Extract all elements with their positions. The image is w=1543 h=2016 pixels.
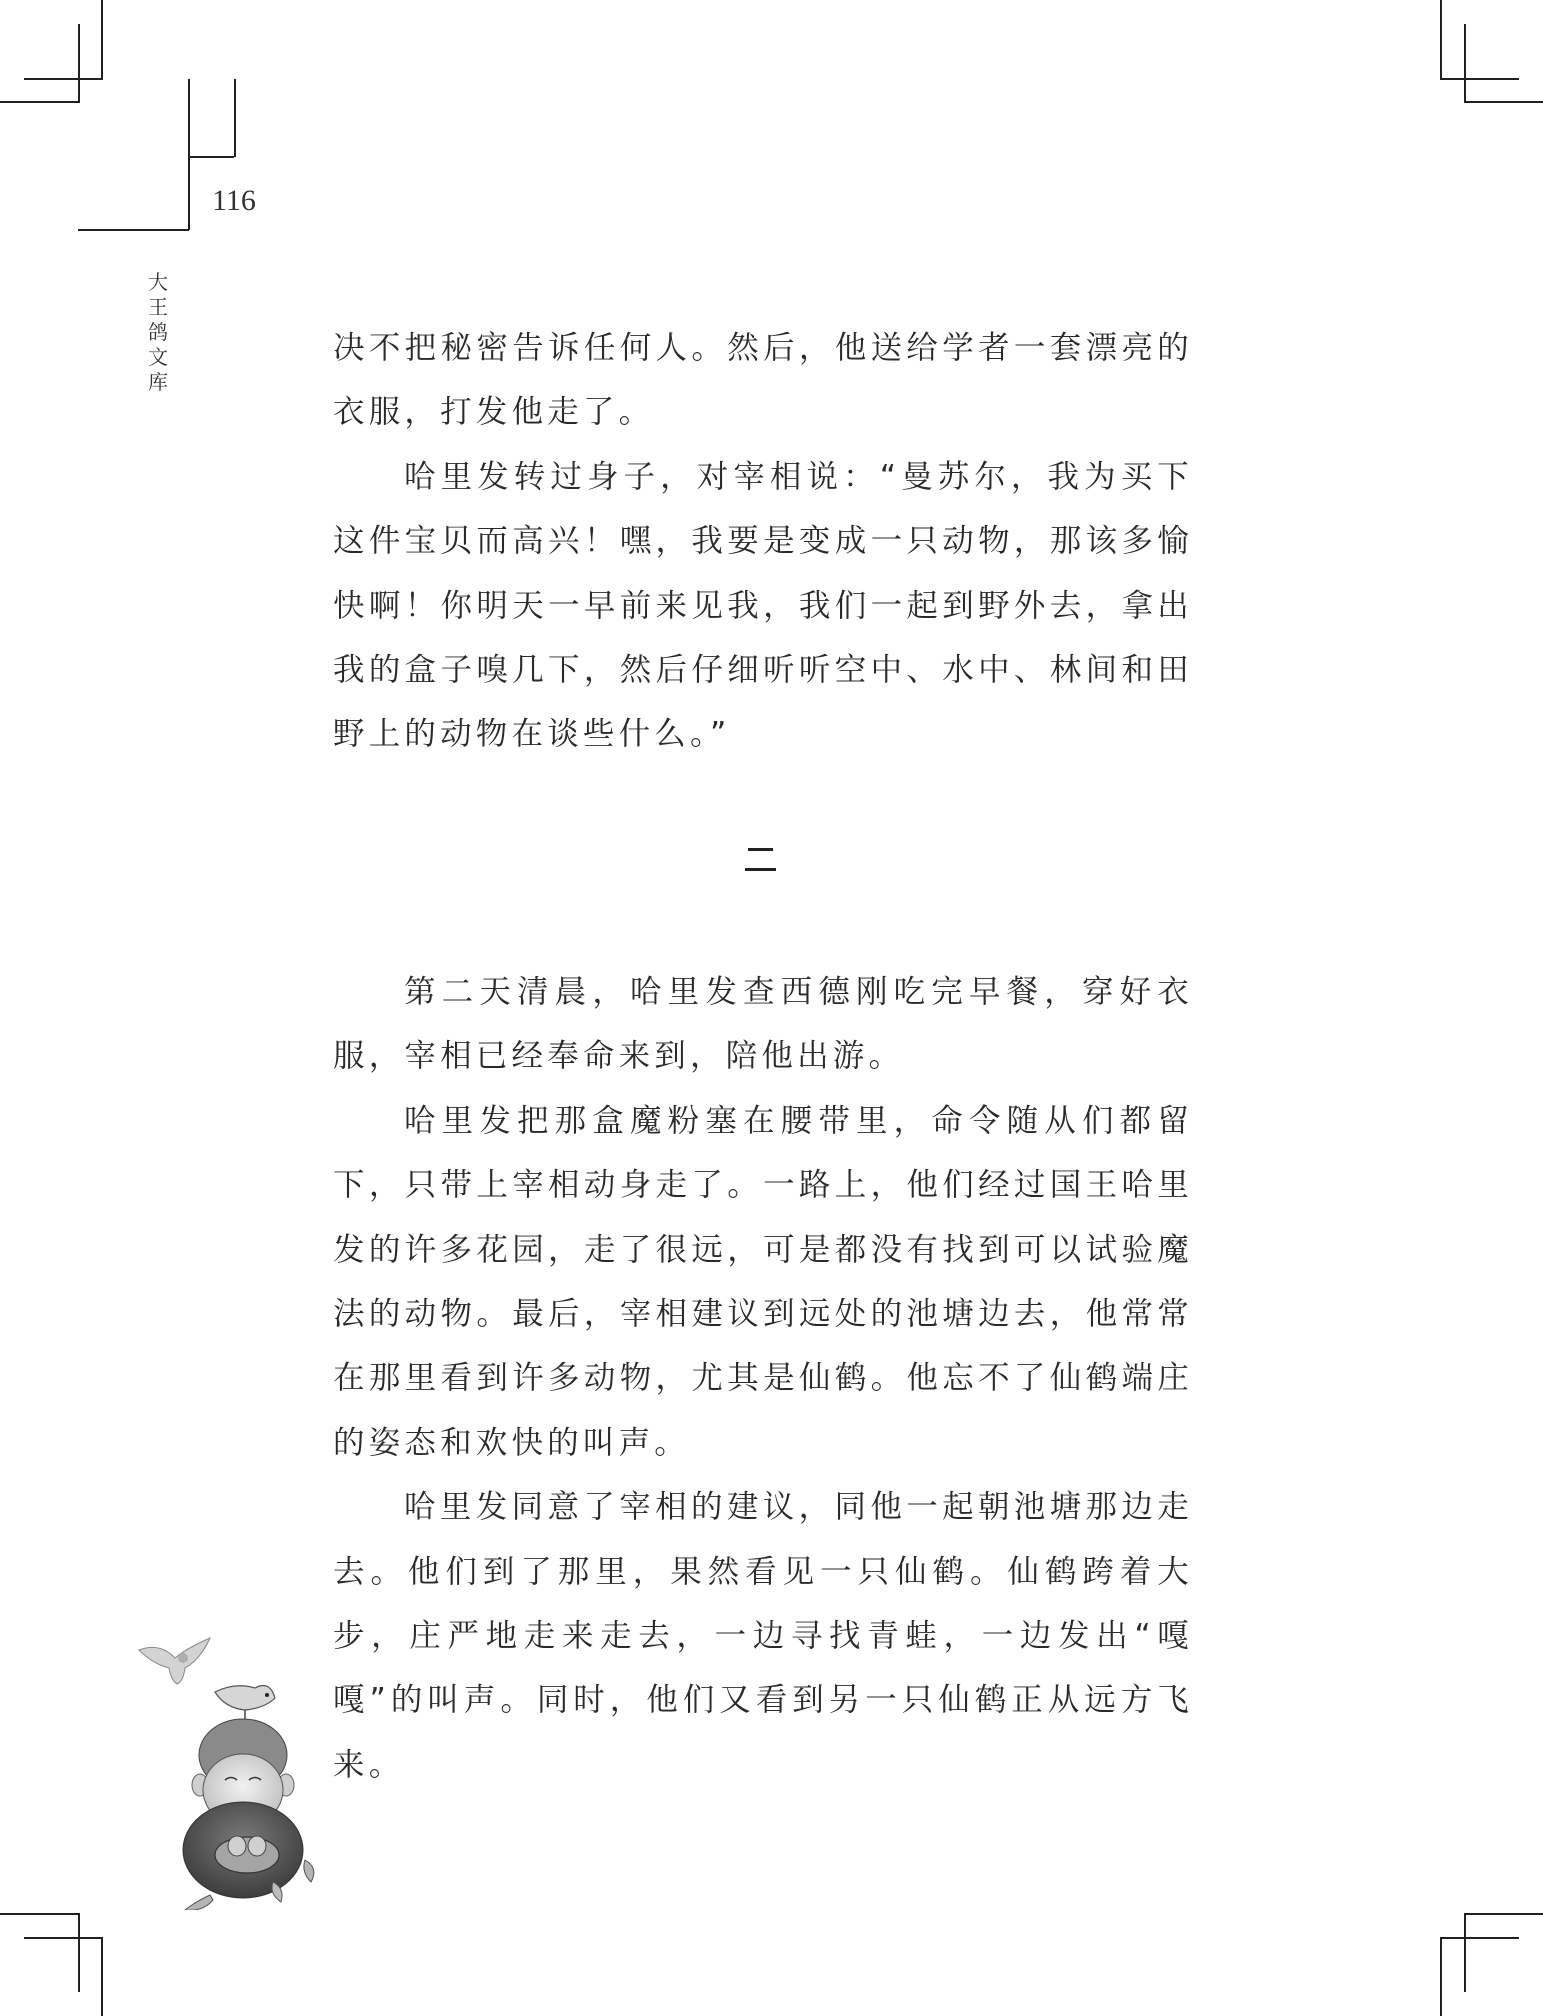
crop-mark	[24, 78, 103, 80]
series-title-char: 鸽	[148, 320, 168, 344]
paragraph: 哈里发同意了宰相的建议，同他一起朝池塘那边走去。他们到了那里，果然看见一只仙鹤。仙鹤跨着大步，庄严地走来走去，一边寻找青蛙，一边发出“嘎嘎”的叫声。同时，他们又看到另一只仙鹤正从远方飞来。	[333, 1489, 1193, 1783]
crop-mark	[1464, 1913, 1543, 1915]
page-number: 116	[212, 184, 256, 217]
illustration-bearded-man-with-birds	[125, 1620, 355, 1910]
crop-mark	[78, 24, 80, 103]
crop-mark	[24, 1937, 103, 1939]
body-text-block-1	[333, 316, 1193, 767]
body-text-block-2	[333, 960, 1193, 1797]
section-heading	[745, 845, 775, 871]
paragraph: 哈里发转过身子，对宰相说：“曼苏尔，我为买下这件宝贝而高兴！嘿，我要是变成一只动物，那该多愉快啊！你明天一早前来见我，我们一起到野外去，拿出我的盒子嗅几下，然后仔细听听空中、水中、林间和田野上的动物在谈些什么。”	[333, 458, 1193, 753]
crop-mark	[101, 1937, 103, 2016]
crop-mark	[0, 101, 79, 103]
crop-mark	[1440, 1937, 1519, 1939]
series-title-char: 王	[148, 295, 168, 319]
crop-mark	[1464, 24, 1466, 103]
paragraph: 第二天清晨，哈里发查西德刚吃完早餐，穿好衣服，宰相已经奉命来到，陪他出游。	[333, 974, 1193, 1075]
crop-mark	[1440, 78, 1519, 80]
paragraph: 哈里发把那盒魔粉塞在腰带里，命令随从们都留下，只带上宰相动身走了。一路上，他们经过国王哈里发的许多花园，走了很远，可是都没有找到可以试验魔法的动物。最后，宰相建议到远处的池塘边去，他常常在那里看到许多动物，尤其是仙鹤。他忘不了仙鹤端庄的姿态和欢快的叫声。	[333, 1102, 1193, 1461]
frame-line	[78, 229, 189, 231]
crop-mark	[1440, 0, 1442, 79]
crop-mark	[101, 0, 103, 79]
flying-bird-icon	[139, 1638, 210, 1684]
crop-mark	[1464, 1913, 1466, 1992]
series-title-char: 大	[148, 270, 168, 294]
crop-mark	[1440, 1937, 1442, 2016]
crop-mark	[1464, 101, 1543, 103]
series-title-char: 库	[148, 370, 168, 394]
frame-line	[188, 79, 190, 230]
frame-line	[188, 156, 234, 158]
series-title	[146, 270, 170, 395]
series-title-char: 文	[148, 345, 168, 369]
perched-bird-icon	[215, 1686, 275, 1724]
crop-mark	[78, 1913, 80, 1992]
crop-mark	[0, 1913, 79, 1915]
paragraph: 决不把秘密告诉任何人。然后，他送给学者一套漂亮的衣服，打发他走了。	[333, 330, 1193, 431]
frame-line	[234, 79, 236, 157]
